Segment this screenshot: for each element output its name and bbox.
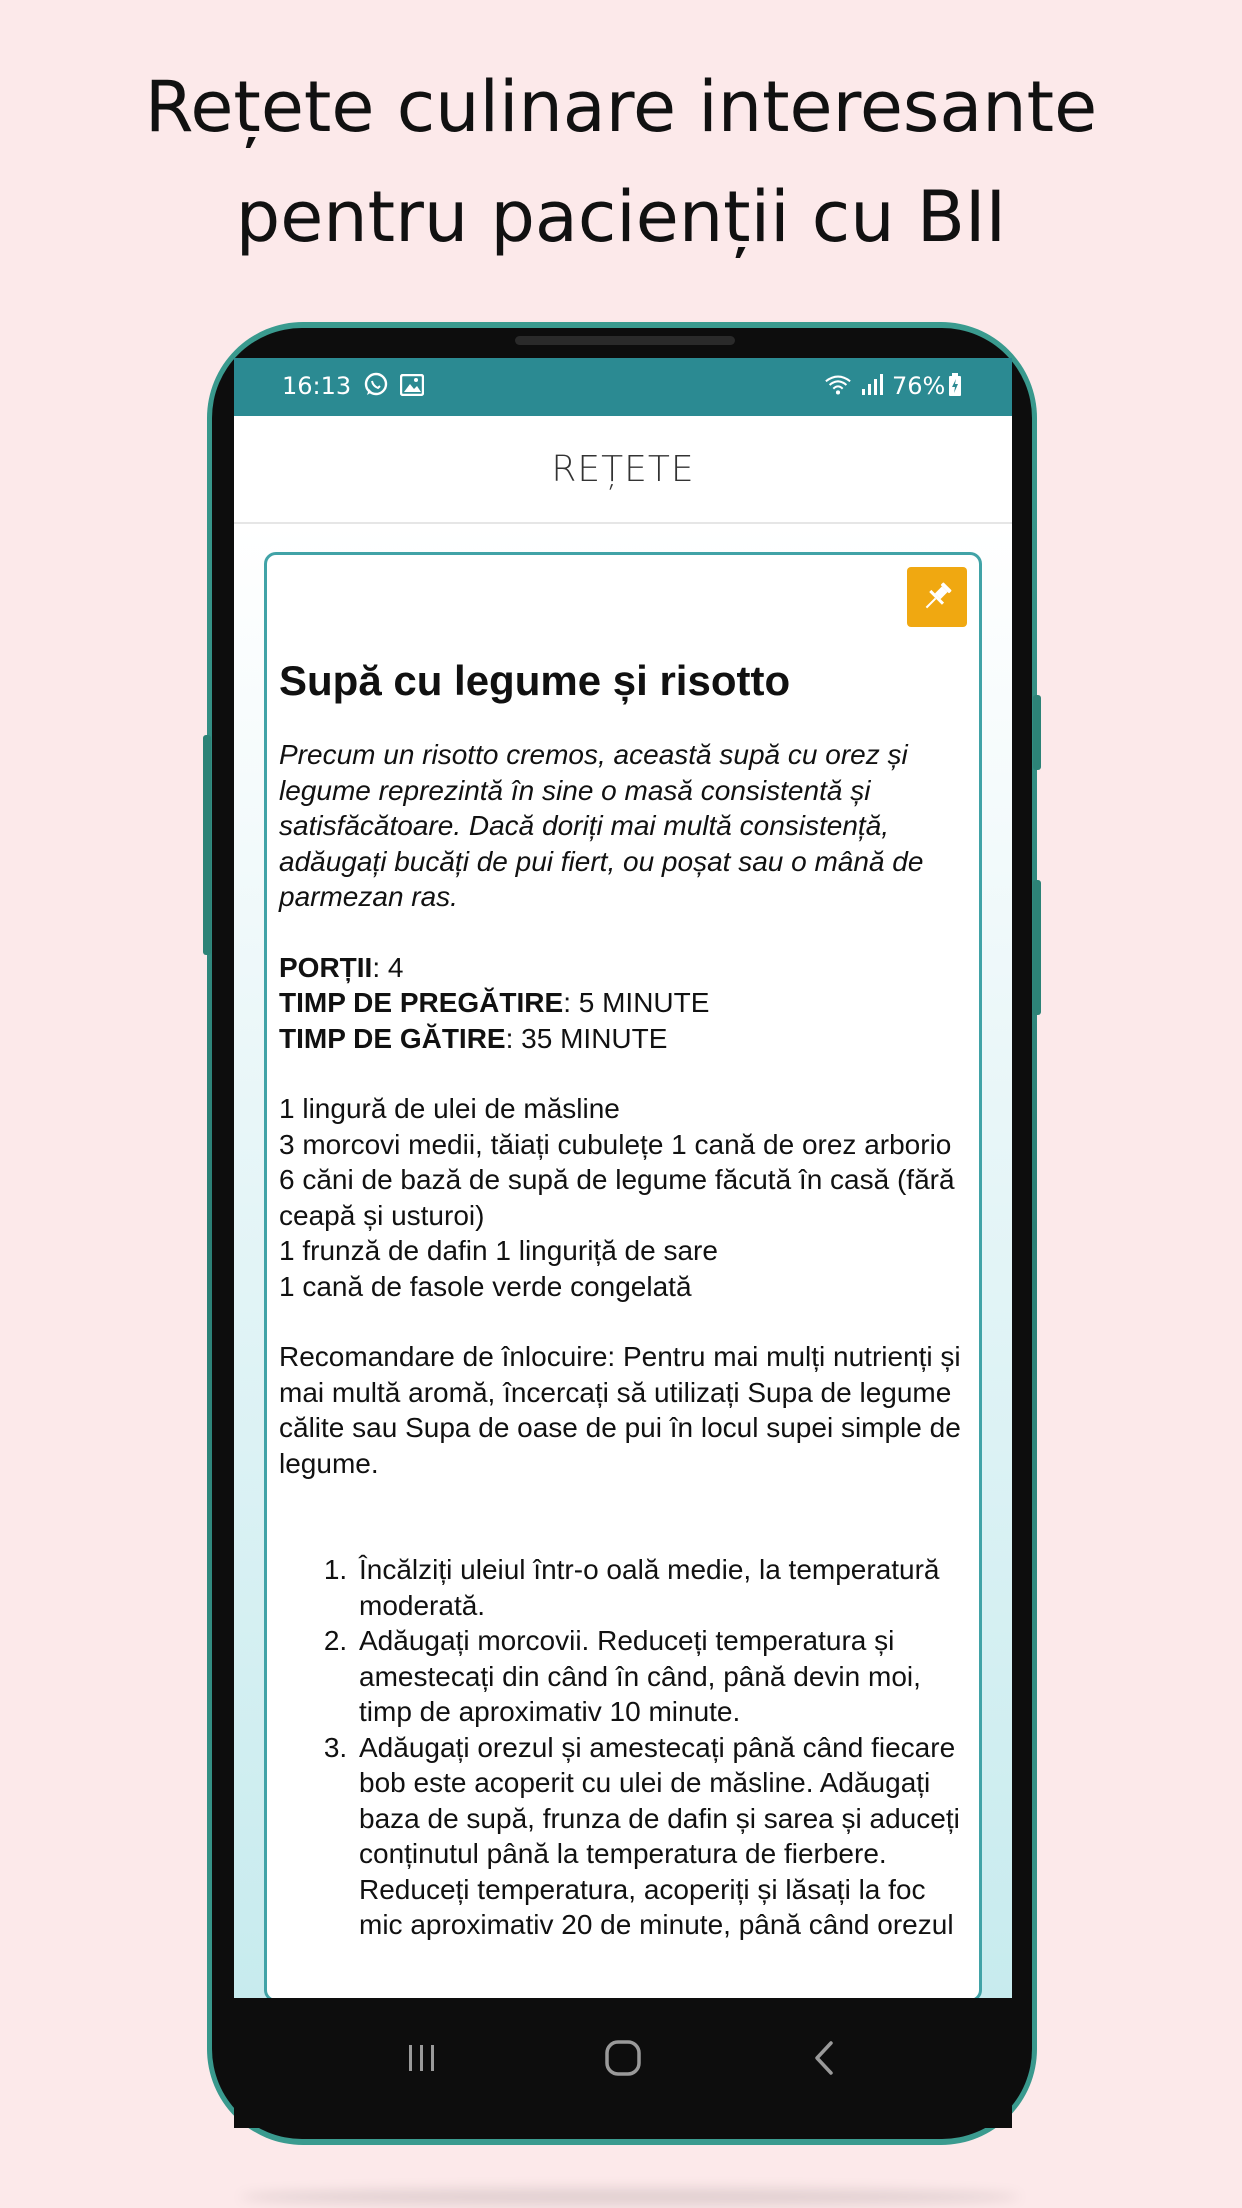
recipe-intro: Precum un risotto cremos, această supă cu orez și legume reprezintă în sine o masă consistentă și satisfăcătoare. Dacă doriți mai multă consistență, adăugați bucăți de pui fiert, ou poșat sau o mână de parmezan ras.: [279, 739, 924, 912]
ingredient-item: 6 căni de bază de supă de legume făcută în casă (fără ceapă și usturoi): [279, 1164, 955, 1231]
status-time: 16:13: [282, 372, 352, 400]
phone-speaker: [515, 336, 735, 345]
wifi-icon: [824, 371, 852, 399]
prep-time-line: [279, 985, 969, 1021]
promo-title: [0, 52, 1242, 272]
phone-screen: [234, 358, 1012, 1998]
steps-list: [279, 1552, 969, 1943]
promo-title-line-2: pentru pacienții cu BII: [235, 176, 1007, 258]
phone-volume-button: [203, 735, 211, 955]
navigation-bar: [234, 1998, 1012, 2128]
status-bar: [234, 358, 1012, 416]
step-item: 3. Adăugați orezul și amestecați până când fiecare bob este acoperit cu ulei de măsline. Adăugați baza de supă, frunza de dafin și sarea și aduceți conținutul până la temperatura de fierbere. Reduceți temperatura, acoperiți și lăsați la foc mic aproximativ 20 de minute, până când orezul: [355, 1730, 969, 1943]
phone-bixby-button: [1033, 880, 1041, 1015]
pin-icon: [919, 579, 955, 615]
servings-line: [279, 950, 969, 986]
recipe-card[interactable]: [264, 552, 982, 1998]
recents-icon: [405, 2041, 439, 2075]
cook-time-label: TIMP DE GĂTIRE: [279, 1022, 506, 1054]
cook-time-line: [279, 1021, 969, 1057]
ingredient-item: 1 lingură de ulei de măsline: [279, 1093, 620, 1124]
home-icon: [604, 2039, 642, 2077]
battery-charging-icon: [946, 371, 964, 399]
back-button[interactable]: [794, 2028, 854, 2088]
ingredient-item: 1 cană de fasole verde congelată: [279, 1270, 692, 1302]
pin-button[interactable]: [907, 567, 967, 627]
phone-power-button: [1033, 695, 1041, 770]
ingredients-list: [279, 1091, 969, 1304]
step-item: 1. Încălziți uleiul într-o oală medie, la temperatură moderată.: [355, 1552, 969, 1623]
back-icon: [809, 2039, 839, 2077]
recents-button[interactable]: [392, 2028, 452, 2088]
image-icon: [398, 371, 426, 399]
step-item: 2. Adăugați morcovii. Reduceți temperatura și amestecați din când în când, până devin moi, timp de aproximativ 10 minute.: [355, 1623, 969, 1730]
app-header: [234, 416, 1012, 524]
recipe-body: [279, 655, 969, 1943]
battery-percent: 76%: [892, 372, 946, 400]
whatsapp-icon: [362, 371, 390, 399]
ingredient-item: 1 frunză de dafin 1 linguriță de sare: [279, 1235, 718, 1266]
recipe-meta: [279, 950, 969, 1057]
home-button[interactable]: [593, 2028, 653, 2088]
signal-icon: [858, 371, 886, 399]
servings-label: PORȚII: [279, 951, 373, 983]
cook-time-value: : 35 MINUTE: [505, 1022, 668, 1054]
ingredient-item: 3 morcovi medii, tăiați cubulețe 1 cană de orez arborio: [279, 1128, 952, 1160]
page-title: REȚETE: [551, 448, 695, 490]
prep-time-label: TIMP DE PREGĂTIRE: [279, 987, 564, 1018]
servings-value: : 4: [372, 951, 404, 983]
promo-title-line-1: Rețete culinare interesante: [144, 66, 1098, 148]
substitution-note: Recomandare de înlocuire: Pentru mai mulți nutrienți și mai multă aromă, încercați să utilizați Supa de legume călite sau Supa de oase de pui în locul supei simple de legume.: [279, 1341, 961, 1479]
phone-shadow: [240, 2188, 1020, 2206]
prep-time-value: : 5 MINUTE: [563, 987, 710, 1018]
recipe-title: Supă cu legume și risotto: [279, 657, 791, 704]
